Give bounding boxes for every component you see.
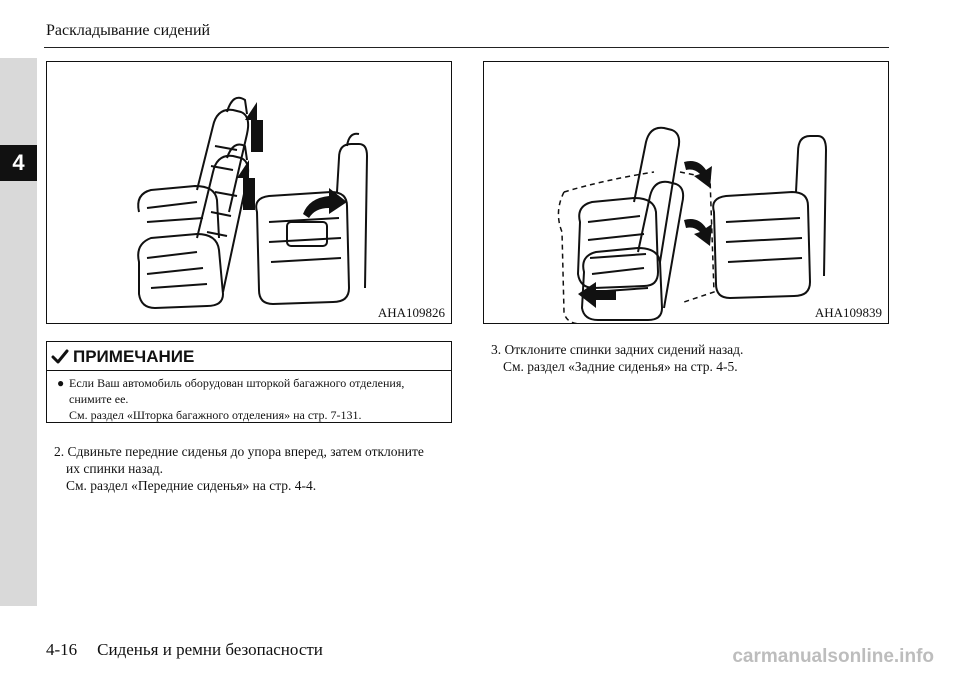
figure-front-seats-folded [46,61,452,324]
header-rule [44,47,889,48]
seat-illustration-left [47,62,451,323]
checkmark-icon [51,348,69,366]
figure-code: AHA109826 [377,305,445,320]
section-title: Сиденья и ремни безопасности [97,640,323,659]
step-text: 3. Отклоните спинки задних сидений назад. [491,342,744,357]
note-body [57,375,445,423]
note-header [51,346,194,368]
bullet-icon: ● [57,376,65,390]
page-number: 4-16 [46,640,78,659]
note-divider [47,370,451,371]
note-reference: См. раздел «Шторка багажного отделения» на стр. 7-131. [69,408,362,422]
page-header-title: Раскладывание сидений [46,22,211,39]
note-text: снимите ее. [69,392,129,406]
chapter-tab: 4 [0,145,37,181]
note-title: ПРИМЕЧАНИЕ [73,347,195,366]
step-3 [491,341,891,375]
step-reference: См. раздел «Передние сиденья» на стр. 4-4. [66,478,317,493]
step-reference: См. раздел «Задние сиденья» на стр. 4-5. [503,359,738,374]
note-text: Если Ваш автомобиль оборудован шторкой багажного отделения, [69,376,405,390]
figure-rear-seats-folded [483,61,889,324]
chapter-sidebar [0,58,37,606]
seat-illustration-right [484,62,888,323]
step-text: 2. Сдвиньте передние сиденья до упора вперед, затем отклоните [54,444,424,459]
figure-code: AHA109839 [814,305,882,320]
page-footer [46,640,323,660]
watermark: carmanualsonline.info [732,646,934,667]
step-text: их спинки назад. [66,461,163,476]
step-2 [54,443,454,494]
note-box [46,341,452,423]
